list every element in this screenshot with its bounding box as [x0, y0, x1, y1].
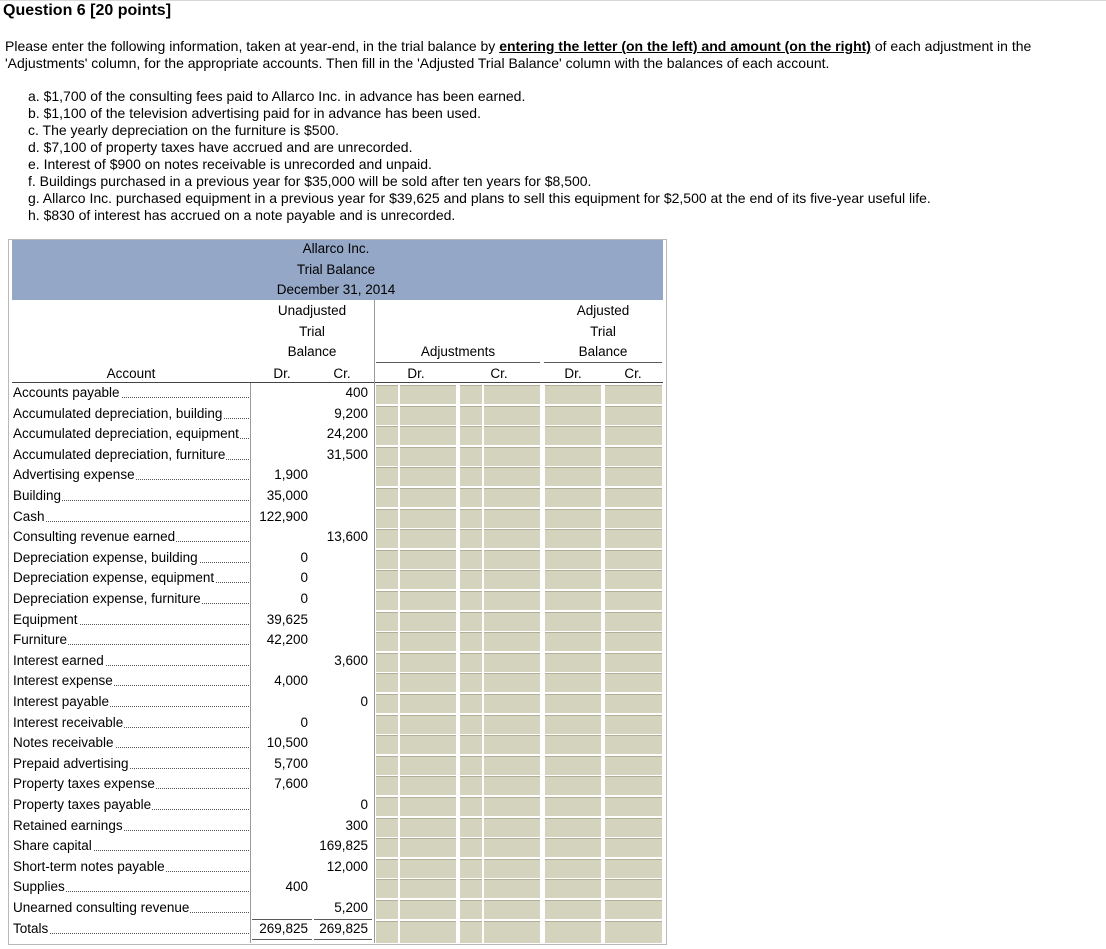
account-text: Interest receivable: [13, 715, 124, 730]
adj-cr-amount-input[interactable]: [484, 735, 540, 754]
adjusted-heading-rule: [544, 362, 662, 363]
adj-dr-amount-input[interactable]: [400, 776, 456, 795]
total-unadjusted-dr: 269,825: [259, 921, 308, 936]
unadjusted-dr-value: 122,900: [259, 509, 308, 524]
adjusted-cr-input[interactable]: [605, 818, 662, 837]
unadjusted-heading-1: Unadjusted: [277, 303, 347, 318]
unadjusted-cr-value: 300: [345, 818, 368, 833]
adj-dr-amount-input[interactable]: [400, 632, 456, 651]
account-name: [13, 755, 249, 772]
account-name: [13, 631, 249, 648]
adj-dr-amount-input[interactable]: [400, 550, 456, 569]
adjusted-dr-input[interactable]: [545, 385, 601, 404]
adj-cr-amount-input[interactable]: [484, 694, 540, 713]
account-name: [13, 796, 249, 813]
adjusted-dr-input[interactable]: [545, 838, 601, 857]
adj-dr-letter-input[interactable]: [376, 776, 398, 795]
adj-dr-amount-input[interactable]: [400, 756, 456, 775]
unadjusted-dr-value: 35,000: [266, 488, 308, 503]
adjusted-cr-input[interactable]: [605, 653, 662, 672]
header-rule: [12, 382, 663, 383]
adjustment-item-e: e. Interest of $900 on notes receivable is unrecorded and unpaid.: [28, 156, 432, 172]
adjustment-item-h: h. $830 of interest has accrued on a note payable and is unrecorded.: [28, 207, 456, 223]
unadjusted-dr-value: 4,000: [274, 673, 308, 688]
adj-dr-letter-input[interactable]: [376, 385, 398, 404]
adj-dr-amount-input[interactable]: [400, 735, 456, 754]
adjusted-cr-input[interactable]: [605, 570, 662, 589]
adjusted-dr-input[interactable]: [545, 859, 601, 878]
adj-dr-letter-input[interactable]: [376, 653, 398, 672]
unadjusted-dr-value: 1,900: [274, 467, 308, 482]
adj-cr-amount-input[interactable]: [484, 818, 540, 837]
adj-dr-amount-input[interactable]: [400, 385, 456, 404]
unadjusted-cr-value: 31,500: [326, 447, 368, 462]
adj-dr-letter-input[interactable]: [376, 570, 398, 589]
adj-cr-letter-input[interactable]: [460, 879, 482, 898]
account-text: Depreciation expense, equipment: [13, 570, 215, 585]
adj-cr-amount-input[interactable]: [484, 756, 540, 775]
adjustments-heading-rule: [376, 362, 540, 363]
adjustment-item-f: f. Buildings purchased in a previous year for $35,000 will be sold after ten years for $8,500.: [28, 173, 592, 189]
adjusted-dr-input[interactable]: [545, 509, 601, 528]
unadjusted-heading-2: Trial: [299, 324, 325, 339]
adjusted-dr-input[interactable]: [545, 653, 601, 672]
totals-bottom-rule: [314, 939, 372, 940]
adjusted-cr-input[interactable]: [605, 900, 662, 919]
adj-cr-amount-input[interactable]: [484, 921, 540, 943]
adjustment-item-g: g. Allarco Inc. purchased equipment in a previous year for $39,625 and plans to sell this equipment for $2,500 at the end of its five-year useful life.: [28, 190, 931, 206]
account-name: [13, 837, 249, 854]
unadjusted-cr-value: 13,600: [326, 529, 368, 544]
adjusted-dr-input[interactable]: [545, 921, 601, 943]
account-name: [13, 487, 249, 504]
adj-dr-letter-input[interactable]: [376, 488, 398, 507]
unadjusted-cr-value: 0: [360, 797, 368, 812]
adjusted-dr-input[interactable]: [545, 673, 601, 692]
adj-cr-amount-input[interactable]: [484, 591, 540, 610]
adj-cr-letter-input[interactable]: [460, 673, 482, 692]
adj-dr-amount-input[interactable]: [400, 612, 456, 631]
unadjusted-cr-value: 0: [360, 694, 368, 709]
account-text: Supplies: [13, 879, 65, 894]
adjusted-cr-header: Cr.: [624, 366, 642, 381]
adj-cr-letter-input[interactable]: [460, 921, 482, 943]
account-text: Cash: [13, 509, 45, 524]
totals-top-rule: [314, 919, 372, 920]
adjusted-heading-3: Balance: [578, 344, 628, 359]
adjustment-item-b: b. $1,100 of the television advertising paid for in advance has been used.: [28, 105, 481, 121]
adj-dr-letter-input[interactable]: [376, 509, 398, 528]
adj-dr-letter-input[interactable]: [376, 673, 398, 692]
adjustments-dr-header: Dr.: [407, 366, 425, 381]
adjusted-cr-input[interactable]: [605, 859, 662, 878]
adjusted-cr-input[interactable]: [605, 488, 662, 507]
question-header: [0, 0, 1106, 23]
adjusted-dr-input[interactable]: [545, 797, 601, 816]
adj-dr-amount-input[interactable]: [400, 921, 456, 943]
account-name: [13, 549, 249, 566]
account-name: [13, 858, 249, 875]
adjusted-dr-input[interactable]: [545, 756, 601, 775]
unadjusted-dr-value: 7,600: [274, 776, 308, 791]
adj-dr-letter-input[interactable]: [376, 550, 398, 569]
adjusted-heading-1: Adjusted: [576, 303, 630, 318]
adjustments-heading: Adjustments: [420, 344, 496, 359]
unadjusted-cr-value: 3,600: [334, 653, 368, 668]
account-name: [13, 446, 249, 463]
adjusted-dr-input[interactable]: [545, 632, 601, 651]
adj-cr-letter-input[interactable]: [460, 632, 482, 651]
total-unadjusted-cr: 269,825: [319, 921, 368, 936]
adj-cr-amount-input[interactable]: [484, 776, 540, 795]
account-name: [13, 775, 249, 792]
adj-dr-amount-input[interactable]: [400, 818, 456, 837]
adj-cr-letter-input[interactable]: [460, 529, 482, 548]
account-text: Depreciation expense, furniture: [13, 591, 201, 606]
adj-cr-amount-input[interactable]: [484, 797, 540, 816]
adjusted-dr-input[interactable]: [545, 818, 601, 837]
adjusted-cr-input[interactable]: [605, 529, 662, 548]
adj-cr-amount-input[interactable]: [484, 900, 540, 919]
adj-dr-amount-input[interactable]: [400, 694, 456, 713]
unadjusted-cr-header: Cr.: [333, 366, 351, 381]
adjusted-dr-input[interactable]: [545, 570, 601, 589]
account-name: [13, 714, 249, 731]
adj-cr-letter-input[interactable]: [460, 653, 482, 672]
totals-bottom-rule: [252, 939, 312, 940]
adj-cr-letter-input[interactable]: [460, 570, 482, 589]
adj-cr-letter-input[interactable]: [460, 900, 482, 919]
adj-cr-letter-input[interactable]: [460, 694, 482, 713]
unadjusted-cr-value: 5,200: [334, 900, 368, 915]
adj-dr-amount-input[interactable]: [400, 591, 456, 610]
adjusted-cr-input[interactable]: [605, 406, 662, 425]
account-text: Interest earned: [13, 653, 104, 668]
account-name: [13, 817, 249, 834]
account-text: Consulting revenue earned: [13, 529, 176, 544]
adj-cr-letter-input[interactable]: [460, 550, 482, 569]
account-text: Totals: [13, 921, 49, 936]
account-text: Depreciation expense, building: [13, 550, 198, 565]
adj-dr-amount-input[interactable]: [400, 426, 456, 445]
account-text: Accumulated depreciation, furniture: [13, 447, 226, 462]
adj-cr-amount-input[interactable]: [484, 426, 540, 445]
dotted-leader: [13, 521, 249, 522]
adj-dr-amount-input[interactable]: [400, 797, 456, 816]
adj-dr-letter-input[interactable]: [376, 756, 398, 775]
adj-dr-amount-input[interactable]: [400, 673, 456, 692]
unadjusted-divider: [374, 300, 375, 943]
adjusted-cr-input[interactable]: [605, 838, 662, 857]
adj-cr-amount-input[interactable]: [484, 447, 540, 466]
adj-cr-letter-input[interactable]: [460, 447, 482, 466]
unadjusted-dr-value: 10,500: [266, 735, 308, 750]
adjusted-dr-input[interactable]: [545, 488, 601, 507]
company-name: Allarco Inc.: [302, 241, 370, 256]
adj-cr-letter-input[interactable]: [460, 612, 482, 631]
adj-dr-letter-input[interactable]: [376, 447, 398, 466]
adjusted-dr-input[interactable]: [545, 426, 601, 445]
account-text: Equipment: [13, 612, 78, 627]
adj-cr-letter-input[interactable]: [460, 406, 482, 425]
adjusted-cr-input[interactable]: [605, 385, 662, 404]
adj-dr-letter-input[interactable]: [376, 818, 398, 837]
account-text: Property taxes payable: [13, 797, 152, 812]
adj-dr-amount-input[interactable]: [400, 838, 456, 857]
adjusted-cr-input[interactable]: [605, 447, 662, 466]
adj-dr-letter-input[interactable]: [376, 632, 398, 651]
unadjusted-dr-value: 5,700: [274, 756, 308, 771]
account-text: Prepaid advertising: [13, 756, 129, 771]
adjustments-cr-header: Cr.: [490, 366, 508, 381]
unadjusted-dr-value: 39,625: [266, 612, 308, 627]
adjusted-cr-input[interactable]: [605, 756, 662, 775]
account-name: [13, 425, 249, 442]
adjusted-cr-input[interactable]: [605, 921, 662, 943]
adjusted-cr-input[interactable]: [605, 632, 662, 651]
report-name: Trial Balance: [296, 262, 376, 277]
account-text: Building: [13, 488, 62, 503]
unadjusted-dr-value: 400: [285, 879, 308, 894]
adjusted-cr-input[interactable]: [605, 673, 662, 692]
unadjusted-heading-3: Balance: [287, 344, 337, 359]
adj-dr-letter-input[interactable]: [376, 797, 398, 816]
unadjusted-cr-value: 12,000: [326, 859, 368, 874]
account-name: [13, 899, 249, 916]
account-text: Interest expense: [13, 673, 113, 688]
adj-cr-amount-input[interactable]: [484, 715, 540, 734]
adj-cr-amount-input[interactable]: [484, 467, 540, 486]
adjustment-item-d: d. $7,100 of property taxes have accrued and are unrecorded.: [28, 139, 413, 155]
adj-dr-amount-input[interactable]: [400, 715, 456, 734]
account-divider: [250, 383, 251, 943]
adj-dr-letter-input[interactable]: [376, 694, 398, 713]
adj-cr-amount-input[interactable]: [484, 550, 540, 569]
unadjusted-dr-value: 0: [300, 570, 308, 585]
adj-dr-amount-input[interactable]: [400, 509, 456, 528]
adj-cr-amount-input[interactable]: [484, 653, 540, 672]
adj-dr-amount-input[interactable]: [400, 900, 456, 919]
adj-dr-letter-input[interactable]: [376, 900, 398, 919]
adjusted-dr-input[interactable]: [545, 447, 601, 466]
account-name: [13, 384, 249, 401]
adj-dr-letter-input[interactable]: [376, 467, 398, 486]
adj-dr-amount-input[interactable]: [400, 467, 456, 486]
account-text: Retained earnings: [13, 818, 123, 833]
adj-cr-letter-input[interactable]: [460, 756, 482, 775]
adj-cr-letter-input[interactable]: [460, 818, 482, 837]
adj-cr-letter-input[interactable]: [460, 838, 482, 857]
adj-dr-letter-input[interactable]: [376, 921, 398, 943]
account-column-header: Account: [106, 366, 156, 381]
account-name: [13, 528, 249, 545]
adj-cr-amount-input[interactable]: [484, 612, 540, 631]
adj-cr-letter-input[interactable]: [460, 859, 482, 878]
account-text: Short-term notes payable: [13, 859, 165, 874]
adj-cr-letter-input[interactable]: [460, 467, 482, 486]
adj-dr-amount-input[interactable]: [400, 859, 456, 878]
adj-dr-letter-input[interactable]: [376, 612, 398, 631]
unadjusted-dr-header: Dr.: [273, 366, 291, 381]
account-text: Unearned consulting revenue: [13, 900, 190, 915]
account-name: [13, 652, 249, 669]
account-name: [13, 693, 249, 710]
adjusted-cr-input[interactable]: [605, 550, 662, 569]
adjusted-dr-input[interactable]: [545, 591, 601, 610]
adj-dr-letter-input[interactable]: [376, 859, 398, 878]
adj-cr-amount-input[interactable]: [484, 406, 540, 425]
adj-cr-amount-input[interactable]: [484, 879, 540, 898]
adjusted-dr-input[interactable]: [545, 694, 601, 713]
adj-cr-letter-input[interactable]: [460, 488, 482, 507]
account-name: [13, 590, 249, 607]
account-text: Accumulated depreciation, building: [13, 406, 223, 421]
unadjusted-dr-value: 0: [300, 591, 308, 606]
adj-cr-amount-input[interactable]: [484, 632, 540, 651]
adj-cr-letter-input[interactable]: [460, 797, 482, 816]
adjustment-items-list: [28, 88, 931, 224]
adjusted-dr-input[interactable]: [545, 900, 601, 919]
unadjusted-cr-value: 24,200: [326, 426, 368, 441]
account-name: [13, 569, 249, 586]
adj-cr-letter-input[interactable]: [460, 509, 482, 528]
adj-cr-letter-input[interactable]: [460, 591, 482, 610]
adjusted-cr-input[interactable]: [605, 715, 662, 734]
adj-dr-letter-input[interactable]: [376, 879, 398, 898]
adj-cr-amount-input[interactable]: [484, 570, 540, 589]
account-name: [13, 878, 249, 895]
unadjusted-cr-value: 169,825: [319, 838, 368, 853]
adj-cr-letter-input[interactable]: [460, 715, 482, 734]
adj-dr-amount-input[interactable]: [400, 529, 456, 548]
instructions-part2: of each adjustment in the 'Adjustments' column, for the appropriate accounts. Then fill in the 'Adjusted Trial Balance' column with the balances of each account.: [5, 38, 1032, 71]
adj-cr-amount-input[interactable]: [484, 673, 540, 692]
adj-dr-amount-input[interactable]: [400, 488, 456, 507]
adj-cr-letter-input[interactable]: [460, 426, 482, 445]
totals-label: [13, 920, 249, 937]
adj-cr-letter-input[interactable]: [460, 385, 482, 404]
account-text: Accounts payable: [13, 385, 120, 400]
adjusted-cr-input[interactable]: [605, 509, 662, 528]
adj-dr-amount-input[interactable]: [400, 406, 456, 425]
unadjusted-cr-value: 400: [345, 385, 368, 400]
adjusted-cr-input[interactable]: [605, 797, 662, 816]
account-name: [13, 734, 249, 751]
adjustment-item-c: c. The yearly depreciation on the furniture is $500.: [28, 122, 340, 138]
adj-dr-letter-input[interactable]: [376, 426, 398, 445]
adj-cr-amount-input[interactable]: [484, 385, 540, 404]
unadjusted-dr-value: 0: [300, 715, 308, 730]
adj-dr-letter-input[interactable]: [376, 715, 398, 734]
adjusted-cr-input[interactable]: [605, 735, 662, 754]
adjusted-cr-input[interactable]: [605, 612, 662, 631]
adj-dr-letter-input[interactable]: [376, 529, 398, 548]
report-date: December 31, 2014: [276, 282, 396, 297]
adj-cr-amount-input[interactable]: [484, 488, 540, 507]
adjusted-cr-input[interactable]: [605, 591, 662, 610]
instructions: [5, 38, 1105, 72]
account-name: [13, 405, 249, 422]
adjusted-dr-input[interactable]: [545, 735, 601, 754]
account-text: Share capital: [13, 838, 92, 853]
adj-cr-letter-input[interactable]: [460, 776, 482, 795]
adj-cr-amount-input[interactable]: [484, 838, 540, 857]
adjusted-dr-input[interactable]: [545, 406, 601, 425]
adj-dr-letter-input[interactable]: [376, 591, 398, 610]
adjusted-dr-input[interactable]: [545, 612, 601, 631]
account-text: Furniture: [13, 632, 68, 647]
adjusted-heading-2: Trial: [590, 324, 616, 339]
adjusted-cr-input[interactable]: [605, 879, 662, 898]
adj-dr-amount-input[interactable]: [400, 447, 456, 466]
adjusted-dr-header: Dr.: [564, 366, 582, 381]
adjusted-dr-input[interactable]: [545, 550, 601, 569]
adjusted-cr-input[interactable]: [605, 776, 662, 795]
adj-dr-letter-input[interactable]: [376, 838, 398, 857]
account-text: Notes receivable: [13, 735, 114, 750]
adjusted-cr-input[interactable]: [605, 467, 662, 486]
account-text: Advertising expense: [13, 467, 135, 482]
adjustment-item-a: a. $1,700 of the consulting fees paid to Allarco Inc. in advance has been earned.: [28, 88, 526, 104]
adj-cr-amount-input[interactable]: [484, 529, 540, 548]
adj-dr-amount-input[interactable]: [400, 570, 456, 589]
adj-cr-amount-input[interactable]: [484, 509, 540, 528]
account-name: [13, 508, 249, 525]
question-title: Question 6 [20 points]: [3, 2, 172, 19]
account-name: [13, 611, 249, 628]
adj-cr-letter-input[interactable]: [460, 735, 482, 754]
unadjusted-cr-value: 9,200: [334, 406, 368, 421]
adjusted-cr-input[interactable]: [605, 694, 662, 713]
account-name: [13, 672, 249, 689]
adj-cr-amount-input[interactable]: [484, 859, 540, 878]
adj-dr-letter-input[interactable]: [376, 406, 398, 425]
instructions-part1: Please enter the following information, taken at year-end, in the trial balance by: [5, 38, 500, 54]
adjusted-dr-input[interactable]: [545, 879, 601, 898]
unadjusted-dr-value: 0: [300, 550, 308, 565]
adjusted-dr-input[interactable]: [545, 715, 601, 734]
adjusted-cr-input[interactable]: [605, 426, 662, 445]
adj-dr-amount-input[interactable]: [400, 653, 456, 672]
adj-dr-letter-input[interactable]: [376, 735, 398, 754]
account-text: Interest payable: [13, 694, 110, 709]
instructions-emphasis: entering the letter (on the left) and amount (on the right): [499, 38, 871, 54]
adjusted-dr-input[interactable]: [545, 467, 601, 486]
adj-dr-amount-input[interactable]: [400, 879, 456, 898]
account-text: Accumulated depreciation, equipment: [13, 426, 239, 441]
account-name: [13, 466, 249, 483]
account-text: Property taxes expense: [13, 776, 155, 791]
adjusted-dr-input[interactable]: [545, 776, 601, 795]
totals-top-rule: [252, 919, 312, 920]
adjusted-dr-input[interactable]: [545, 529, 601, 548]
unadjusted-dr-value: 42,200: [266, 632, 308, 647]
